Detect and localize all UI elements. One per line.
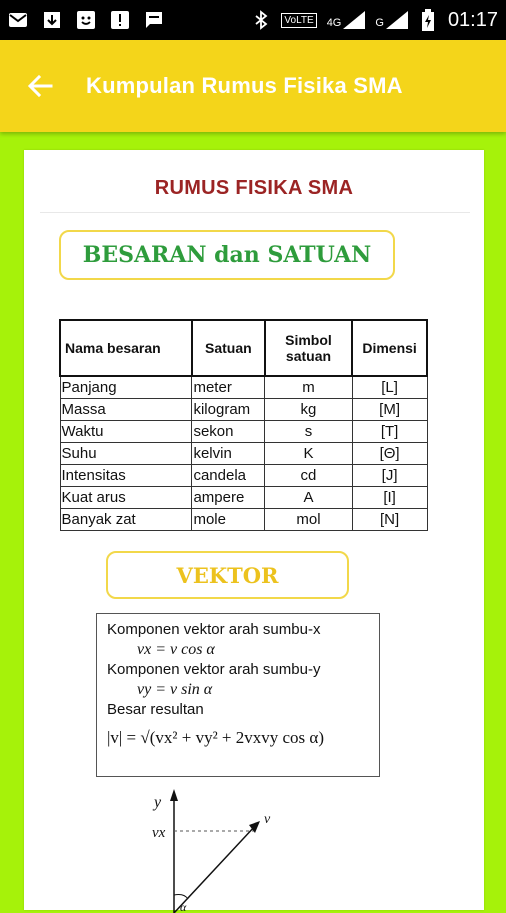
formula-vx: vx = v cos α xyxy=(137,641,215,658)
table-cell: [N] xyxy=(352,508,427,530)
table-cell: meter xyxy=(192,376,265,398)
table-cell: Intensitas xyxy=(60,464,192,486)
network-4g-label: 4G xyxy=(326,17,342,29)
vector-label: v xyxy=(264,812,271,827)
signal-4g-icon xyxy=(327,11,366,29)
table-cell: [L] xyxy=(352,376,427,398)
table-cell: Kuat arus xyxy=(60,486,192,508)
formula-line: Komponen vektor arah sumbu-y xyxy=(107,661,321,678)
table-row xyxy=(60,398,427,420)
table-cell: Massa xyxy=(60,398,192,420)
heading-divider xyxy=(40,212,470,213)
table-cell: sekon xyxy=(192,420,265,442)
table-cell: kilogram xyxy=(192,398,265,420)
signal-g-icon xyxy=(375,11,408,29)
table-cell: candela xyxy=(192,464,265,486)
table-header-row xyxy=(60,320,427,376)
table-cell: [I] xyxy=(352,486,427,508)
y-axis-label: y xyxy=(154,794,162,811)
table-row xyxy=(60,508,427,530)
units-table xyxy=(59,319,428,531)
section-title-vektor: VEKTOR xyxy=(106,551,349,599)
vx-label: vx xyxy=(152,825,166,841)
formula-line: Komponen vektor arah sumbu-x xyxy=(107,621,321,638)
vector-formula-box xyxy=(96,613,380,777)
bluetooth-icon xyxy=(251,10,271,30)
table-cell: kelvin xyxy=(192,442,265,464)
table-header: Simbol satuan xyxy=(265,320,352,376)
battery-charging-icon xyxy=(418,10,438,30)
app-title: Kumpulan Rumus Fisika SMA xyxy=(86,73,403,98)
angle-arc xyxy=(174,895,188,900)
table-cell: A xyxy=(265,486,352,508)
y-axis-arrow xyxy=(170,789,178,801)
table-cell: kg xyxy=(265,398,352,420)
smiley-icon xyxy=(76,10,96,30)
angle-label: α xyxy=(180,900,187,913)
vector-diagram xyxy=(124,783,284,913)
table-row xyxy=(60,420,427,442)
alert-icon xyxy=(110,10,130,30)
status-bar xyxy=(0,0,506,40)
table-cell: mole xyxy=(192,508,265,530)
table-cell: Banyak zat xyxy=(60,508,192,530)
download-icon xyxy=(42,10,62,30)
table-cell: Suhu xyxy=(60,442,192,464)
table-cell: ampere xyxy=(192,486,265,508)
table-row xyxy=(60,464,427,486)
formula-line: Besar resultan xyxy=(107,701,204,718)
mail-icon xyxy=(8,10,28,30)
table-cell: [T] xyxy=(352,420,427,442)
table-header: Satuan xyxy=(192,320,265,376)
chat-icon xyxy=(144,10,164,30)
table-cell: [Θ] xyxy=(352,442,427,464)
table-cell: cd xyxy=(265,464,352,486)
section-title-besaran: BESARAN dan SATUAN xyxy=(59,230,395,280)
table-cell: [M] xyxy=(352,398,427,420)
volte-icon: VoLTE xyxy=(281,13,316,28)
formula-vy: vy = v sin α xyxy=(137,681,213,698)
table-header: Dimensi xyxy=(352,320,427,376)
table-cell: Panjang xyxy=(60,376,192,398)
table-cell: [J] xyxy=(352,464,427,486)
back-arrow-icon[interactable] xyxy=(16,62,64,110)
table-cell: K xyxy=(265,442,352,464)
network-g-label: G xyxy=(375,17,384,29)
table-row xyxy=(60,486,427,508)
table-header: Nama besaran xyxy=(60,320,192,376)
table-cell: mol xyxy=(265,508,352,530)
page-heading: RUMUS FISIKA SMA xyxy=(154,177,354,199)
table-row xyxy=(60,442,427,464)
formula-resultant: |v| = √(vx² + vy² + 2vxvy cos α) xyxy=(107,728,324,747)
app-bar xyxy=(0,40,506,132)
table-cell: m xyxy=(265,376,352,398)
clock: 01:17 xyxy=(447,8,498,31)
table-cell: s xyxy=(265,420,352,442)
content-card[interactable] xyxy=(24,150,484,913)
table-row xyxy=(60,376,427,398)
table-cell: Waktu xyxy=(60,420,192,442)
